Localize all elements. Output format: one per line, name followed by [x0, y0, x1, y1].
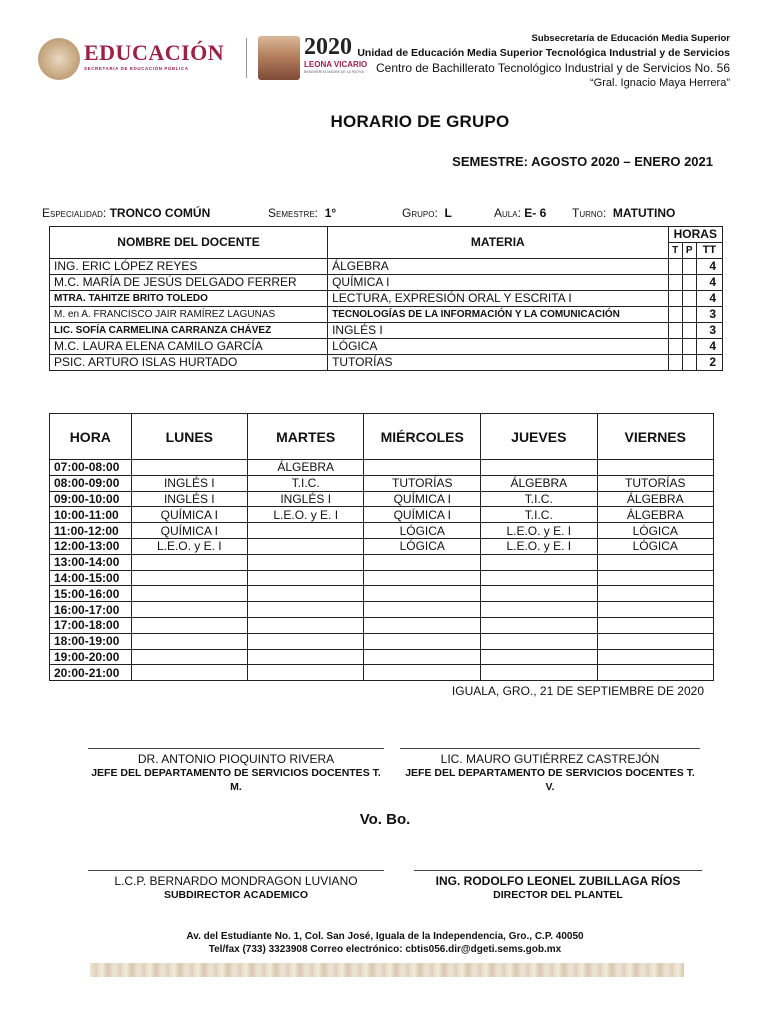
class-cell	[131, 554, 247, 570]
hora-cell: 08:00-09:00	[50, 475, 132, 491]
logo-year-name: LEONA VICARIO	[304, 60, 368, 69]
signer-role: DIRECTOR DEL PLANTEL	[493, 889, 623, 901]
schedule-table	[49, 413, 714, 681]
p-cell	[682, 339, 696, 355]
materia-cell: LÓGICA	[328, 339, 669, 355]
table-row	[50, 291, 723, 307]
class-cell	[247, 538, 363, 554]
header-line-3: Centro de Bachillerato Tecnológico Industrial y de Servicios No. 56	[376, 61, 730, 75]
materia-cell: QUÍMICA I	[328, 275, 669, 291]
sep-logo-subtext: SECRETARÍA DE EDUCACIÓN PÚBLICA	[84, 66, 189, 71]
signature-block	[400, 748, 700, 794]
hora-cell: 09:00-10:00	[50, 491, 132, 507]
page-title: HORARIO DE GRUPO	[330, 112, 510, 131]
t-cell	[668, 291, 682, 307]
logo-year: 2020	[304, 34, 352, 60]
mexico-seal-icon	[38, 38, 80, 80]
class-cell	[481, 617, 597, 633]
header-line-1: Subsecretaría de Educación Media Superior	[531, 33, 730, 44]
footer-line-2: Tel/fax (733) 3323908 Correo electrónico: cbtis056.dir@dgeti.sems.gob.mx	[208, 944, 562, 955]
hora-cell: 14:00-15:00	[50, 570, 132, 586]
class-cell	[247, 523, 363, 539]
schedule-row	[50, 523, 714, 539]
table-row	[50, 275, 723, 291]
class-cell	[247, 554, 363, 570]
class-cell	[481, 665, 597, 681]
class-cell: TUTORÍAS	[364, 475, 481, 491]
class-cell: LÓGICA	[364, 523, 481, 539]
docente-header: NOMBRE DEL DOCENTE	[50, 227, 328, 259]
schedule-row	[50, 507, 714, 523]
class-cell: LÓGICA	[597, 523, 714, 539]
class-cell	[131, 602, 247, 618]
class-cell	[131, 586, 247, 602]
docente-cell: M.C. MARÍA DE JESÚS DELGADO FERRER	[50, 275, 328, 291]
class-cell	[481, 633, 597, 649]
logo-year-subtext: BENEMÉRITA MADRE DE LA PATRIA	[304, 70, 364, 74]
footer-address	[0, 930, 770, 956]
class-cell	[481, 554, 597, 570]
p-cell	[682, 259, 696, 275]
aula-field	[494, 206, 546, 220]
hora-header: HORA	[50, 414, 132, 460]
tt-cell: 4	[696, 339, 722, 355]
table-row	[50, 339, 723, 355]
t-cell	[668, 307, 682, 323]
class-cell	[364, 617, 481, 633]
lunes-header: LUNES	[131, 414, 247, 460]
schedule-row	[50, 570, 714, 586]
p-cell	[682, 323, 696, 339]
class-cell: L.E.O. y E. I	[481, 523, 597, 539]
hora-cell: 16:00-17:00	[50, 602, 132, 618]
sep-logo-text: EDUCACIÓN	[84, 40, 225, 65]
schedule-row	[50, 475, 714, 491]
schedule-row	[50, 602, 714, 618]
aula-value: E- 6	[524, 206, 547, 220]
t-cell	[668, 275, 682, 291]
t-cell	[668, 259, 682, 275]
table-row	[50, 259, 723, 275]
signer-name: L.C.P. BERNARDO MONDRAGON LUVIANO	[114, 874, 358, 888]
especialidad-value: TRONCO COMÚN	[109, 206, 211, 220]
materia-cell: TUTORÍAS	[328, 355, 669, 371]
teachers-table	[49, 226, 723, 371]
class-cell: QUÍMICA I	[131, 507, 247, 523]
class-cell: LÓGICA	[364, 538, 481, 554]
miercoles-header: MIÉRCOLES	[364, 414, 481, 460]
semestre-value: 1°	[324, 206, 337, 220]
table-row	[50, 323, 723, 339]
signature-line	[400, 748, 700, 749]
tt-cell: 4	[696, 259, 722, 275]
class-cell: INGLÉS I	[131, 475, 247, 491]
horas-t-header: T	[668, 243, 682, 259]
class-cell	[597, 665, 714, 681]
p-cell	[682, 355, 696, 371]
schedule-row	[50, 491, 714, 507]
class-cell: T.I.C.	[481, 491, 597, 507]
class-cell: T.I.C.	[481, 507, 597, 523]
class-cell: QUÍMICA I	[364, 491, 481, 507]
t-cell	[668, 355, 682, 371]
class-cell	[364, 633, 481, 649]
docente-cell: M. en A. FRANCISCO JAIR RAMÍREZ LAGUNAS	[50, 307, 328, 323]
header-line-4: “Gral. Ignacio Maya Herrera”	[590, 77, 730, 89]
table-row	[50, 355, 723, 371]
semestre-field	[268, 206, 336, 220]
schedule-row	[50, 586, 714, 602]
table-row	[50, 307, 723, 323]
class-cell	[131, 460, 247, 476]
hora-cell: 13:00-14:00	[50, 554, 132, 570]
class-cell	[131, 633, 247, 649]
class-cell	[364, 570, 481, 586]
class-cell: T.I.C.	[247, 475, 363, 491]
signature-line	[88, 870, 384, 871]
materia-cell: LECTURA, EXPRESIÓN ORAL Y ESCRITA I	[328, 291, 669, 307]
class-cell: ÁLGEBRA	[597, 491, 714, 507]
turno-value: MATUTINO	[612, 206, 676, 220]
martes-header: MARTES	[247, 414, 363, 460]
docente-cell: M.C. LAURA ELENA CAMILO GARCÍA	[50, 339, 328, 355]
institution-header	[357, 31, 730, 91]
header-line-2: Unidad de Educación Media Superior Tecnológica Industrial y de Servicios	[357, 47, 730, 59]
class-cell: QUÍMICA I	[131, 523, 247, 539]
class-cell: L.E.O. y E. I	[131, 538, 247, 554]
class-cell: L.E.O. y E. I	[481, 538, 597, 554]
jueves-header: JUEVES	[481, 414, 597, 460]
class-cell	[364, 586, 481, 602]
materia-header: MATERIA	[328, 227, 669, 259]
class-cell	[364, 460, 481, 476]
class-cell: L.E.O. y E. I	[247, 507, 363, 523]
class-cell	[597, 460, 714, 476]
grupo-label: Grupo:	[402, 206, 438, 220]
schedule-body	[50, 460, 714, 681]
group-info	[42, 206, 742, 222]
docente-cell: MTRA. TAHITZE BRITO TOLEDO	[50, 291, 328, 307]
materia-cell: INGLÉS I	[328, 323, 669, 339]
schedule-row	[50, 617, 714, 633]
t-cell	[668, 339, 682, 355]
class-cell: ÁLGEBRA	[481, 475, 597, 491]
signature-block	[414, 870, 702, 902]
turno-label: Turno:	[572, 206, 607, 220]
class-cell	[481, 460, 597, 476]
aula-label: Aula:	[494, 206, 521, 220]
class-cell	[247, 633, 363, 649]
signature-block	[88, 870, 384, 902]
class-cell: ÁLGEBRA	[597, 507, 714, 523]
class-cell	[247, 586, 363, 602]
hora-cell: 17:00-18:00	[50, 617, 132, 633]
tt-cell: 3	[696, 323, 722, 339]
class-cell	[131, 649, 247, 665]
hora-cell: 19:00-20:00	[50, 649, 132, 665]
schedule-row	[50, 554, 714, 570]
vobo-label: Vo. Bo.	[359, 811, 411, 828]
signature-line	[88, 748, 384, 749]
hora-cell: 15:00-16:00	[50, 586, 132, 602]
signer-role: JEFE DEL DEPARTAMENTO DE SERVICIOS DOCENTES T. V.	[405, 767, 695, 793]
class-cell	[597, 570, 714, 586]
hora-cell: 12:00-13:00	[50, 538, 132, 554]
class-cell	[481, 602, 597, 618]
signer-name: ING. RODOLFO LEONEL ZUBILLAGA RÍOS	[435, 874, 681, 888]
class-cell	[364, 554, 481, 570]
horas-tt-header: TT	[696, 243, 722, 259]
class-cell	[481, 649, 597, 665]
class-cell	[247, 570, 363, 586]
schedule-row	[50, 649, 714, 665]
semester-label: SEMESTRE: AGOSTO 2020 – ENERO 2021	[452, 154, 713, 169]
turno-field	[572, 206, 675, 220]
horas-p-header: P	[682, 243, 696, 259]
class-cell	[597, 649, 714, 665]
class-cell: ÁLGEBRA	[247, 460, 363, 476]
signer-name: DR. ANTONIO PIOQUINTO RIVERA	[137, 752, 335, 766]
signature-line	[414, 870, 702, 871]
class-cell	[481, 586, 597, 602]
class-cell	[364, 602, 481, 618]
tt-cell: 2	[696, 355, 722, 371]
class-cell	[131, 665, 247, 681]
signature-block	[88, 748, 384, 794]
leona-vicario-portrait-icon	[258, 36, 300, 80]
schedule-row	[50, 538, 714, 554]
especialidad-field	[42, 206, 210, 220]
class-cell	[247, 649, 363, 665]
footer-line-1: Av. del Estudiante No. 1, Col. San José, Iguala de la Independencia, Gro., C.P. 40050	[186, 931, 584, 942]
class-cell: TUTORÍAS	[597, 475, 714, 491]
schedule-row	[50, 665, 714, 681]
schedule-row	[50, 633, 714, 649]
class-cell: QUÍMICA I	[364, 507, 481, 523]
signer-role: JEFE DEL DEPARTAMENTO DE SERVICIOS DOCENTES T. M.	[91, 767, 381, 793]
docente-cell: LIC. SOFÍA CARMELINA CARRANZA CHÁVEZ	[50, 323, 328, 339]
class-cell	[364, 665, 481, 681]
grupo-value: L	[444, 206, 452, 220]
class-cell	[597, 617, 714, 633]
materia-cell: TECNOLOGÍAS DE LA INFORMACIÓN Y LA COMUNICACIÓN	[328, 307, 669, 323]
docente-cell: PSIC. ARTURO ISLAS HURTADO	[50, 355, 328, 371]
t-cell	[668, 323, 682, 339]
document-date: IGUALA, GRO., 21 DE SEPTIEMBRE DE 2020	[451, 684, 704, 698]
class-cell: INGLÉS I	[131, 491, 247, 507]
horas-header: HORAS	[668, 227, 722, 243]
class-cell: LÓGICA	[597, 538, 714, 554]
class-cell	[481, 570, 597, 586]
docente-cell: ING. ERIC LÓPEZ REYES	[50, 259, 328, 275]
class-cell	[597, 554, 714, 570]
p-cell	[682, 275, 696, 291]
schedule-row	[50, 460, 714, 476]
hora-cell: 18:00-19:00	[50, 633, 132, 649]
viernes-header: VIERNES	[597, 414, 714, 460]
class-cell	[131, 617, 247, 633]
class-cell: INGLÉS I	[247, 491, 363, 507]
class-cell	[247, 665, 363, 681]
grupo-field	[402, 206, 452, 220]
sep-logo	[38, 38, 238, 83]
hora-cell: 11:00-12:00	[50, 523, 132, 539]
hora-cell: 07:00-08:00	[50, 460, 132, 476]
hora-cell: 10:00-11:00	[50, 507, 132, 523]
hora-cell: 20:00-21:00	[50, 665, 132, 681]
logo-divider	[246, 38, 247, 78]
class-cell	[597, 633, 714, 649]
p-cell	[682, 291, 696, 307]
class-cell	[247, 602, 363, 618]
class-cell	[131, 570, 247, 586]
tt-cell: 3	[696, 307, 722, 323]
decorative-footer-band	[90, 963, 684, 977]
especialidad-label: Especialidad:	[42, 206, 107, 220]
semestre-label: Semestre:	[268, 206, 319, 220]
signer-name: LIC. MAURO GUTIÉRREZ CASTREJÓN	[440, 752, 660, 766]
tt-cell: 4	[696, 291, 722, 307]
signer-role: SUBDIRECTOR ACADEMICO	[163, 889, 309, 901]
tt-cell: 4	[696, 275, 722, 291]
class-cell	[364, 649, 481, 665]
class-cell	[597, 602, 714, 618]
materia-cell: ÁLGEBRA	[328, 259, 669, 275]
p-cell	[682, 307, 696, 323]
class-cell	[247, 617, 363, 633]
class-cell	[597, 586, 714, 602]
